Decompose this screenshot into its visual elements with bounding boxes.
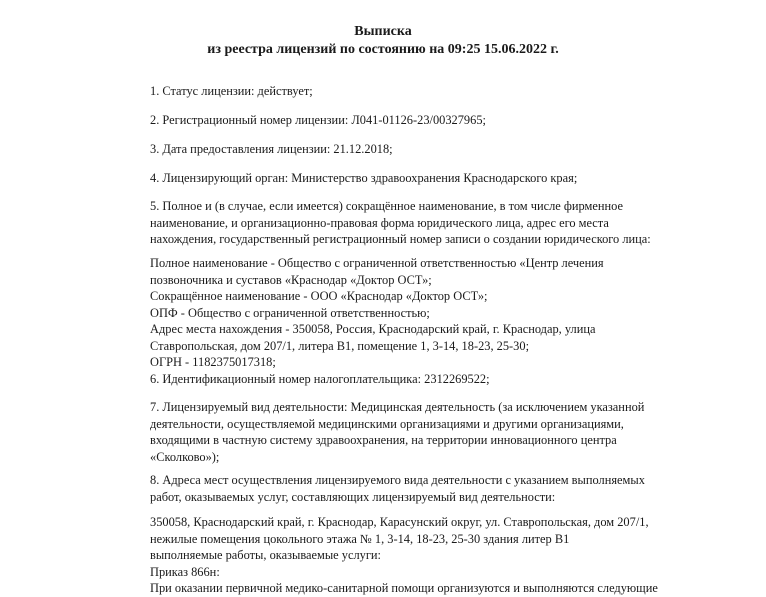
text-line: 7. Лицензируемый вид деятельности: Медицинская деятельность (за исключением указанной xyxy=(150,400,645,414)
text-line: нахождения, государственный регистрационный номер записи о создании юридического лица: xyxy=(150,232,651,246)
text-line: Полное наименование - Общество с ограниченной ответственностью «Центр лечения xyxy=(150,256,604,270)
document-subtitle: из реестра лицензий по состоянию на 09:25 15.06.2022 г. xyxy=(207,42,559,57)
text-line: нежилые помещения цокольного этажа № 1, 3-14, 18-23, 25-30 здания литер В1 xyxy=(150,531,570,546)
text-line: Сокращённое наименование - ООО «Краснодар «Доктор ОСТ»; xyxy=(150,289,488,303)
item-licensed-activity xyxy=(150,399,650,465)
document-title: Выписка xyxy=(354,24,412,39)
item-inn: 6. Идентификационный номер налогоплательщика: 2312269522; xyxy=(150,372,490,386)
text-line: «Сколково»); xyxy=(150,449,220,464)
item-licensing-authority: 4. Лицензирующий орган: Министерство здравоохранения Краснодарского края; xyxy=(150,171,578,185)
item-name-details xyxy=(150,255,650,371)
text-line: Адрес места нахождения - 350058, Россия, Краснодарский край, г. Краснодар, улица xyxy=(150,322,596,336)
text-line: 350058, Краснодарский край, г. Краснодар, Карасунский округ, ул. Ставропольская, дом 207/1, xyxy=(150,515,649,529)
text-line: позвоночника и суставов «Краснодар «Доктор ОСТ»; xyxy=(150,272,432,287)
item-issue-date: 3. Дата предоставления лицензии: 21.12.2018; xyxy=(150,142,393,156)
text-line: деятельности, осуществляемой медицинскими организациями и другими организациями, xyxy=(150,416,624,431)
text-line: Приказ 866н: xyxy=(150,564,220,579)
item-name-intro xyxy=(150,198,650,248)
text-line: работ, оказываемых услуг, составляющих лицензируемый вид деятельности: xyxy=(150,489,556,504)
text-line: ОГРН - 1182375017318; xyxy=(150,355,276,369)
text-line: наименование, и организационно-правовая форма юридического лица, адрес его места xyxy=(150,215,609,230)
item-addresses-intro xyxy=(150,472,650,505)
text-line: входящими в частную систему здравоохранения, на территории инновационного центра xyxy=(150,433,617,447)
text-line: 8. Адреса мест осуществления лицензируемого вида деятельности с указанием выполняемых xyxy=(150,473,645,487)
item-license-status: 1. Статус лицензии: действует; xyxy=(150,84,313,98)
text-line: выполняемые работы, оказываемые услуги: xyxy=(150,548,382,562)
text-line: 5. Полное и (в случае, если имеется) сокращённое наименование, в том числе фирменное xyxy=(150,199,623,213)
text-line: При оказании первичной медико-санитарной помощи организуются и выполняются следующие xyxy=(150,581,658,595)
text-line: ОПФ - Общество с ограниченной ответственностью; xyxy=(150,305,430,320)
text-line: Ставропольская, дом 207/1, литера В1, помещение 1, 3-14, 18-23, 25-30; xyxy=(150,338,530,353)
item-registration-number: 2. Регистрационный номер лицензии: Л041-01126-23/00327965; xyxy=(150,113,486,127)
item-address-details xyxy=(150,514,658,597)
